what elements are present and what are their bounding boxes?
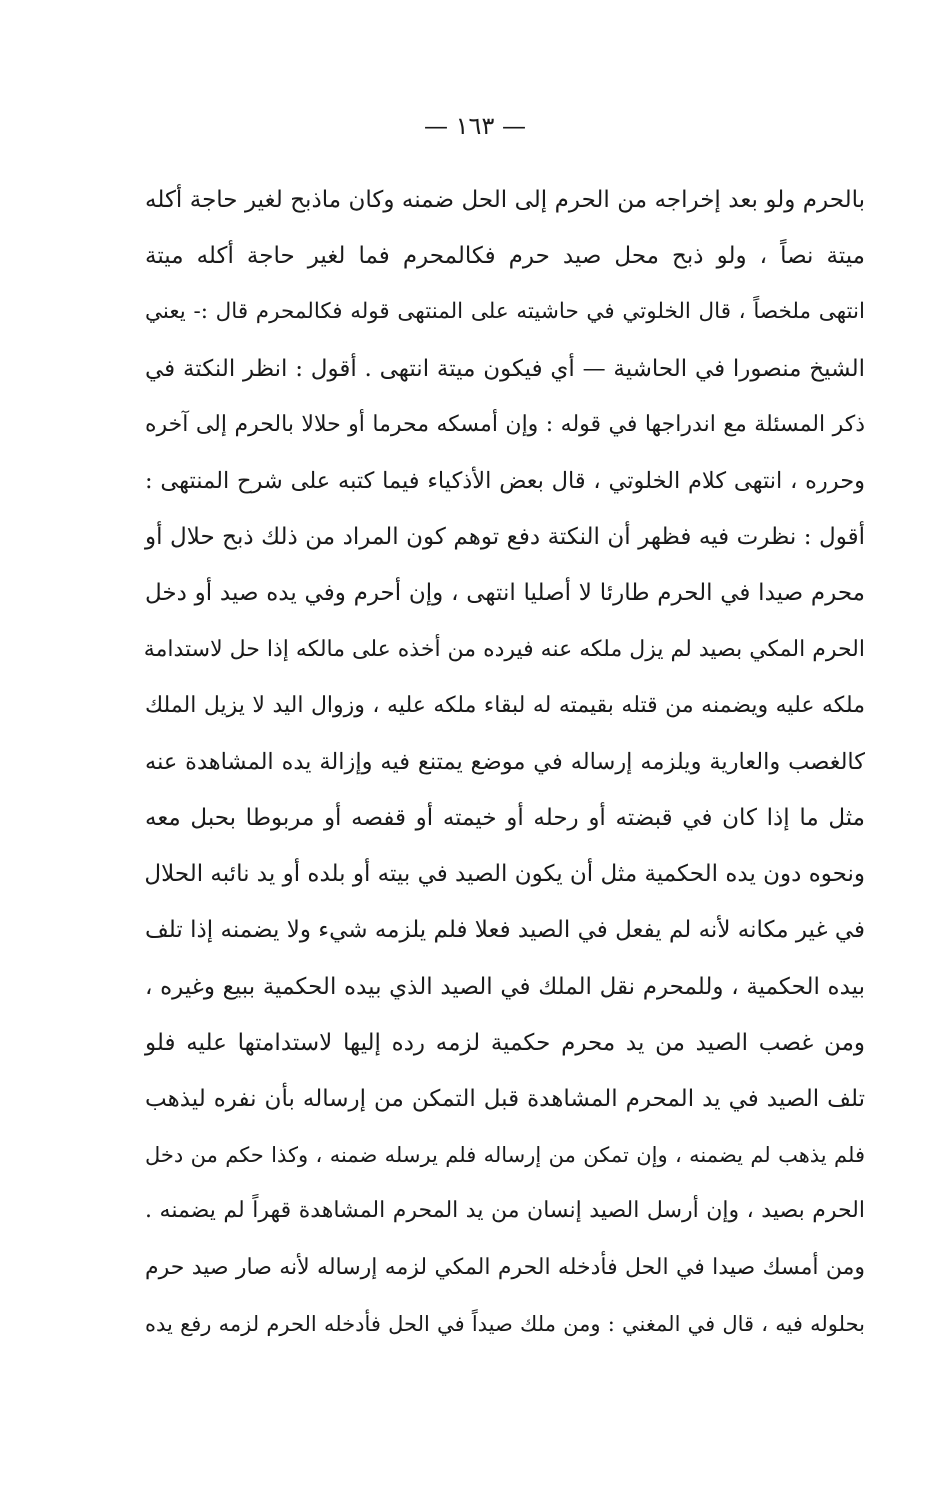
text-line: بيده الحكمية ، وللمحرم نقل الملك في الصيد الذي بيده الحكمية ببيع وغيره ، — [145, 973, 865, 1000]
text-line: محرم صيدا في الحرم طارئا لا أصليا انتهى ، وإن أحرم وفي يده صيد أو دخل — [145, 580, 865, 607]
text-line: وحرره ، انتهى كلام الخلوتي ، قال بعض الأذكياء فيما كتبه على شرح المنتهى : — [145, 467, 865, 494]
text-line: في غير مكانه لأنه لم يفعل في الصيد فعلا فلم يلزمه شيء ولا يضمنه إذا تلف — [145, 917, 865, 944]
text-line: بالحرم ولو بعد إخراجه من الحرم إلى الحل ضمنه وكان ماذبح لغير حاجة أكله — [145, 187, 865, 213]
body-text — [145, 172, 865, 1352]
text-line: فلم يذهب لم يضمنه ، وإن تمكن من إرساله فلم يرسله ضمنه ، وكذا حكم من دخل — [145, 1143, 865, 1168]
text-line: الشيخ منصورا في الحاشية — أي فيكون ميتة انتهى . أقول : انظر النكتة في — [145, 355, 865, 382]
text-line: ومن أمسك صيدا في الحل فأدخله الحرم المكي لزمه إرساله لأنه صار صيد حرم — [145, 1254, 865, 1280]
text-line: ميتة نصاً ، ولو ذبح محل صيد حرم فكالمحرم فما لغير حاجة أكله ميتة — [145, 243, 865, 270]
text-line: ونحوه دون يده الحكمية مثل أن يكون الصيد في بيته أو بلده أو يد نائبه الحلال — [144, 861, 865, 888]
text-line: مثل ما إذا كان في قبضته أو رحله أو خيمته أو قفصه أو مربوطا بحبل معه — [145, 805, 865, 832]
text-line: بحلوله فيه ، قال في المغني : ومن ملك صيداً في الحل فأدخله الحرم لزمه رفع يده — [145, 1311, 865, 1336]
text-line: ملكه عليه ويضمنه من قتله بقيمته له لبقاء ملكه عليه ، وزوال اليد لا يزيل الملك — [145, 692, 865, 718]
text-line: تلف الصيد في يد المحرم المشاهدة قبل التمكن من إرساله بأن نفره ليذهب — [145, 1086, 865, 1112]
text-line: الحرم المكي بصيد لم يزل ملكه عنه فيرده من أخذه على مالكه إذا حل لاستدامة — [143, 636, 865, 662]
text-line: أقول : نظرت فيه فظهر أن النكتة دفع توهم كون المراد من ذلك ذبح حلال أو — [145, 524, 865, 551]
text-line: الحرم بصيد ، وإن أرسل الصيد إنسان من يد المحرم المشاهدة قهراً لم يضمنه . — [145, 1198, 865, 1224]
text-line: كالغصب والعارية ويلزمه إرساله في موضع يمتنع فيه وإزالة يده المشاهدة عنه — [145, 748, 865, 775]
page-number: — ١٦٣ — — [424, 112, 526, 140]
text-line: ومن غصب الصيد من يد محرم حكمية لزمه رده إليها لاستدامتها عليه فلو — [145, 1029, 865, 1056]
text-line: انتهى ملخصاً ، قال الخلوتي في حاشيته على المنتهى قوله فكالمحرم قال :- يعني — [145, 299, 865, 325]
text-line: ذكر المسئلة مع اندراجها في قوله : وإن أمسكه محرما أو حلالا بالحرم إلى آخره — [145, 411, 865, 437]
